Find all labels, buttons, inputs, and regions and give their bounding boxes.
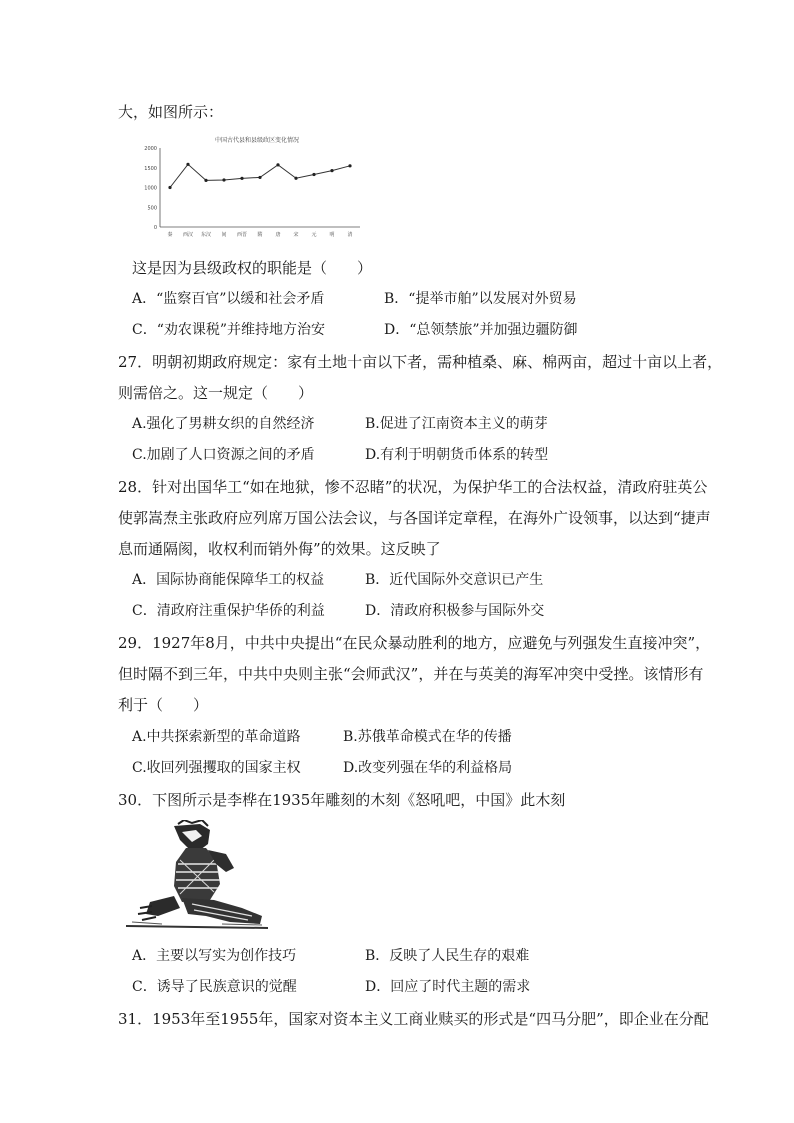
q30-option-d[interactable]: D．回应了时代主题的需求 [365, 979, 531, 995]
q29-option-d[interactable]: D.改变列强在华的利益格局 [343, 760, 513, 776]
q27-option-a[interactable]: A.强化了男耕女织的自然经济 [132, 416, 315, 432]
q30-option-a[interactable]: A．主要以写实为创作技巧 [132, 948, 297, 964]
q29-stem-line3: 利于（ ） [118, 696, 209, 714]
q29-stem-line1: 29．1927年8月，中共中央提出“在民众暴动胜利的地方，应避免与列强发生直接冲突”， [118, 634, 711, 652]
x-tick-label: 元 [311, 232, 317, 238]
q27-stem-line1: 27．明朝初期政府规定：家有土地十亩以下者，需种植桑、麻、棉两亩，超过十亩以上者， [118, 353, 723, 371]
q28-stem-line3: 息而通隔阂，收权利而销外侮”的效果。这反映了 [118, 540, 441, 558]
q29-stem-line2: 但时隔不到三年，中共中央则主张“会师武汉”，并在与英美的海军冲突中受挫。该情形有 [118, 665, 704, 683]
x-tick-label: 清 [347, 232, 353, 238]
q27-option-b[interactable]: B.促进了江南资本主义的萌芽 [365, 416, 548, 432]
q28-stem-line1: 28．针对出国华工“如在地狱，惨不忍睹”的状况，为保护华工的合法权益，清政府驻英公 [118, 478, 708, 496]
data-point [186, 163, 189, 166]
y-tick-label: 1000 [144, 185, 157, 192]
q26-stem: 这是因为县级政权的职能是（ ） [132, 259, 373, 277]
q27-stem-line2: 则需倍之。这一规定（ ） [118, 384, 314, 402]
q29-option-a[interactable]: A.中共探索新型的革命道路 [132, 729, 301, 745]
q29-option-b[interactable]: B.苏俄革命模式在华的传播 [343, 729, 512, 745]
q30-stem-line1: 30．下图所示是李桦在1935年雕刻的木刻《怒吼吧，中国》此木刻 [118, 791, 566, 809]
q26-option-c[interactable]: C．“劝农课税”并维持地方治安 [132, 322, 326, 338]
q26-option-b[interactable]: B．“提举市舶”以发展对外贸易 [384, 291, 577, 307]
data-point [240, 177, 243, 180]
data-point [222, 178, 225, 181]
x-tick-label: 西晋 [236, 232, 248, 238]
chart-title: 中国古代县和县级政区变化情况 [214, 137, 300, 144]
x-tick-label: 唐 [275, 232, 281, 238]
data-point [348, 164, 351, 167]
q26-option-a[interactable]: A．“监察百官”以缓和社会矛盾 [132, 291, 325, 307]
x-tick-label: 宋 [293, 232, 299, 238]
x-tick-label: 明 [329, 232, 335, 238]
data-point [258, 176, 261, 179]
x-tick-label: 秦 [167, 232, 173, 238]
x-tick-label: 东汉 [200, 232, 212, 238]
q28-stem-line2: 使郭嵩焘主张政府应列席万国公法会议，与各国详定章程，在海外广设领事，以达到“捷声 [118, 509, 711, 527]
q30-option-b[interactable]: B．反映了人民生存的艰难 [365, 948, 530, 964]
y-tick-label: 0 [153, 225, 157, 231]
data-point [204, 179, 207, 182]
data-point [276, 163, 279, 166]
county-count-line-chart [140, 134, 366, 246]
y-tick-label: 1500 [144, 165, 157, 172]
q28-option-c[interactable]: C．清政府注重保护华侨的利益 [132, 603, 325, 619]
x-tick-label: 西汉 [182, 232, 194, 238]
q28-option-a[interactable]: A．国际协商能保障华工的权益 [132, 572, 325, 588]
woodcut-image [122, 820, 272, 932]
data-point [312, 173, 315, 176]
q27-option-d[interactable]: D.有利于明朝货币体系的转型 [365, 447, 549, 463]
x-tick-label: 间 [221, 232, 227, 238]
data-point [330, 169, 333, 172]
intro-text: 大，如图所示： [118, 103, 224, 121]
q26-option-d[interactable]: D．“总领禁旅”并加强边疆防御 [384, 322, 578, 338]
y-tick-label: 2000 [144, 146, 157, 152]
x-tick-label: 隋 [257, 232, 263, 238]
q28-option-b[interactable]: B．近代国际外交意识已产生 [365, 572, 544, 588]
q31-stem-line1: 31．1953年至1955年，国家对资本主义工商业赎买的形式是“四马分肥”，即企业在分配 [118, 1010, 709, 1028]
y-tick-label: 500 [147, 205, 157, 212]
q28-option-d[interactable]: D．清政府积极参与国际外交 [365, 603, 545, 619]
q30-option-c[interactable]: C．诱导了民族意识的觉醒 [132, 979, 297, 995]
q29-option-c[interactable]: C.收回列强攫取的国家主权 [132, 760, 301, 776]
data-point [168, 186, 171, 189]
data-point [294, 177, 297, 180]
q27-option-c[interactable]: C.加剧了人口资源之间的矛盾 [132, 447, 315, 463]
